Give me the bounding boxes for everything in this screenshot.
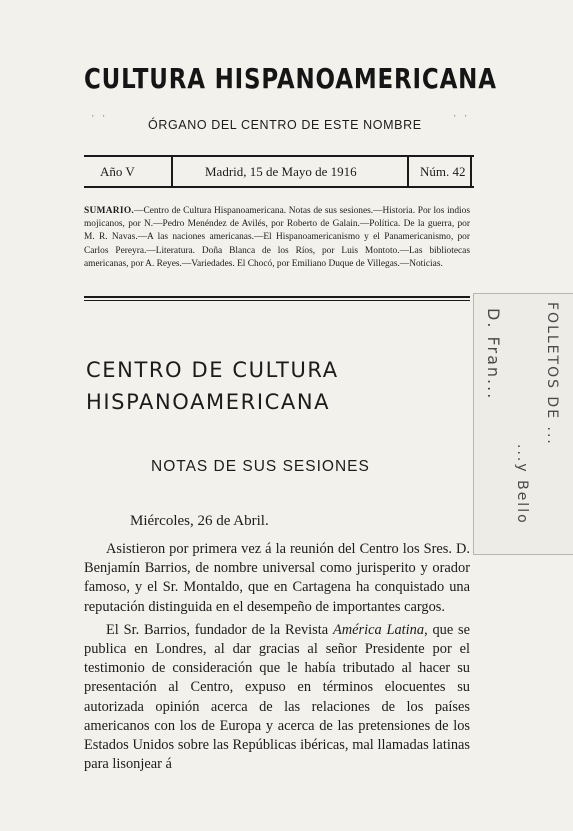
divider-right	[407, 155, 409, 187]
stamp-line-3: ...y Bello	[514, 444, 530, 525]
paragraph-2-b: , que se publica en Londres, al dar gracias al señor Presidente por el testimonio de consideración que le había tributado al hacer su presentación al Centro, expuso en términos elocuentes su autorizada opinión acerca de las relaciones de los países americanos con los de Europa y acerca de las pretensiones de los Estados Unidos sobre las Repúblicas ibéricas, mal llamadas latinas para lisonjear á	[84, 621, 470, 773]
sumario-text: —Centro de Cultura Hispanoamericana. Notas de sus sesiones.—Historia. Por los indios mojicanos, por N.—Pedro Menéndez de Avilés, por Roberto de Galain.—Política. De la guerra, por M. R. Navas.—A las naciones americanas.—El Hispanoamericanismo y el Panamericanismo, por Carlos Pereyra.—Literatura. Doña Blanca de los Ríos, por Luis Montoto.—Las bibliotecas americanas, por A. Reyes.—Variedades. El Chocó, por Emiliano Duque de Villegas.—Noticias.	[84, 206, 470, 269]
masthead-subtitle: ÓRGANO DEL CENTRO DE ESTE NOMBRE	[148, 118, 422, 132]
library-stamp	[473, 293, 573, 555]
divider-end	[470, 155, 472, 187]
issue-year: Año V	[100, 164, 135, 179]
paragraph-2	[84, 621, 470, 775]
rule-sumario	[84, 296, 470, 298]
masthead-title: CULTURA HISPANOAMERICANA	[84, 62, 497, 95]
session-date: Miércoles, 26 de Abril.	[130, 513, 269, 529]
margin-mark-right: · ·	[452, 112, 469, 122]
article-heading: NOTAS DE SUS SESIONES	[151, 458, 370, 475]
paragraph-1: Asistieron por primera vez á la reunión del Centro los Sres. D. Benjamín Barrios, de nombre universal como jurisperito y orador famoso, y el Sr. Montaldo, que en Cartagena ha conquistado una reputación distinguida en el desempeño de importantes cargos.	[84, 541, 470, 615]
issue-date: Madrid, 15 de Mayo de 1916	[205, 164, 357, 179]
article-body	[84, 540, 470, 774]
section-title-line2: HISPANOAMERICANA	[86, 390, 331, 414]
paragraph-2-title: América Latina	[332, 621, 425, 638]
divider-left	[171, 155, 173, 187]
section-title-line1: CENTRO DE CULTURA	[86, 358, 339, 382]
sumario-lead: SUMARIO.	[84, 206, 135, 216]
rule-bottom	[84, 186, 474, 188]
stamp-line-2: D. Fran...	[484, 308, 503, 401]
issue-number: Núm. 42	[420, 164, 466, 179]
rule-top	[84, 155, 474, 157]
rule-sumario-2	[84, 300, 470, 301]
paragraph-2-a: El Sr. Barrios, fundador de la Revista	[106, 621, 333, 638]
stamp-line-1: FOLLETOS DE ...	[544, 302, 560, 446]
section-title	[86, 354, 339, 418]
sumario	[84, 205, 470, 271]
margin-mark-left: · ·	[90, 112, 107, 122]
